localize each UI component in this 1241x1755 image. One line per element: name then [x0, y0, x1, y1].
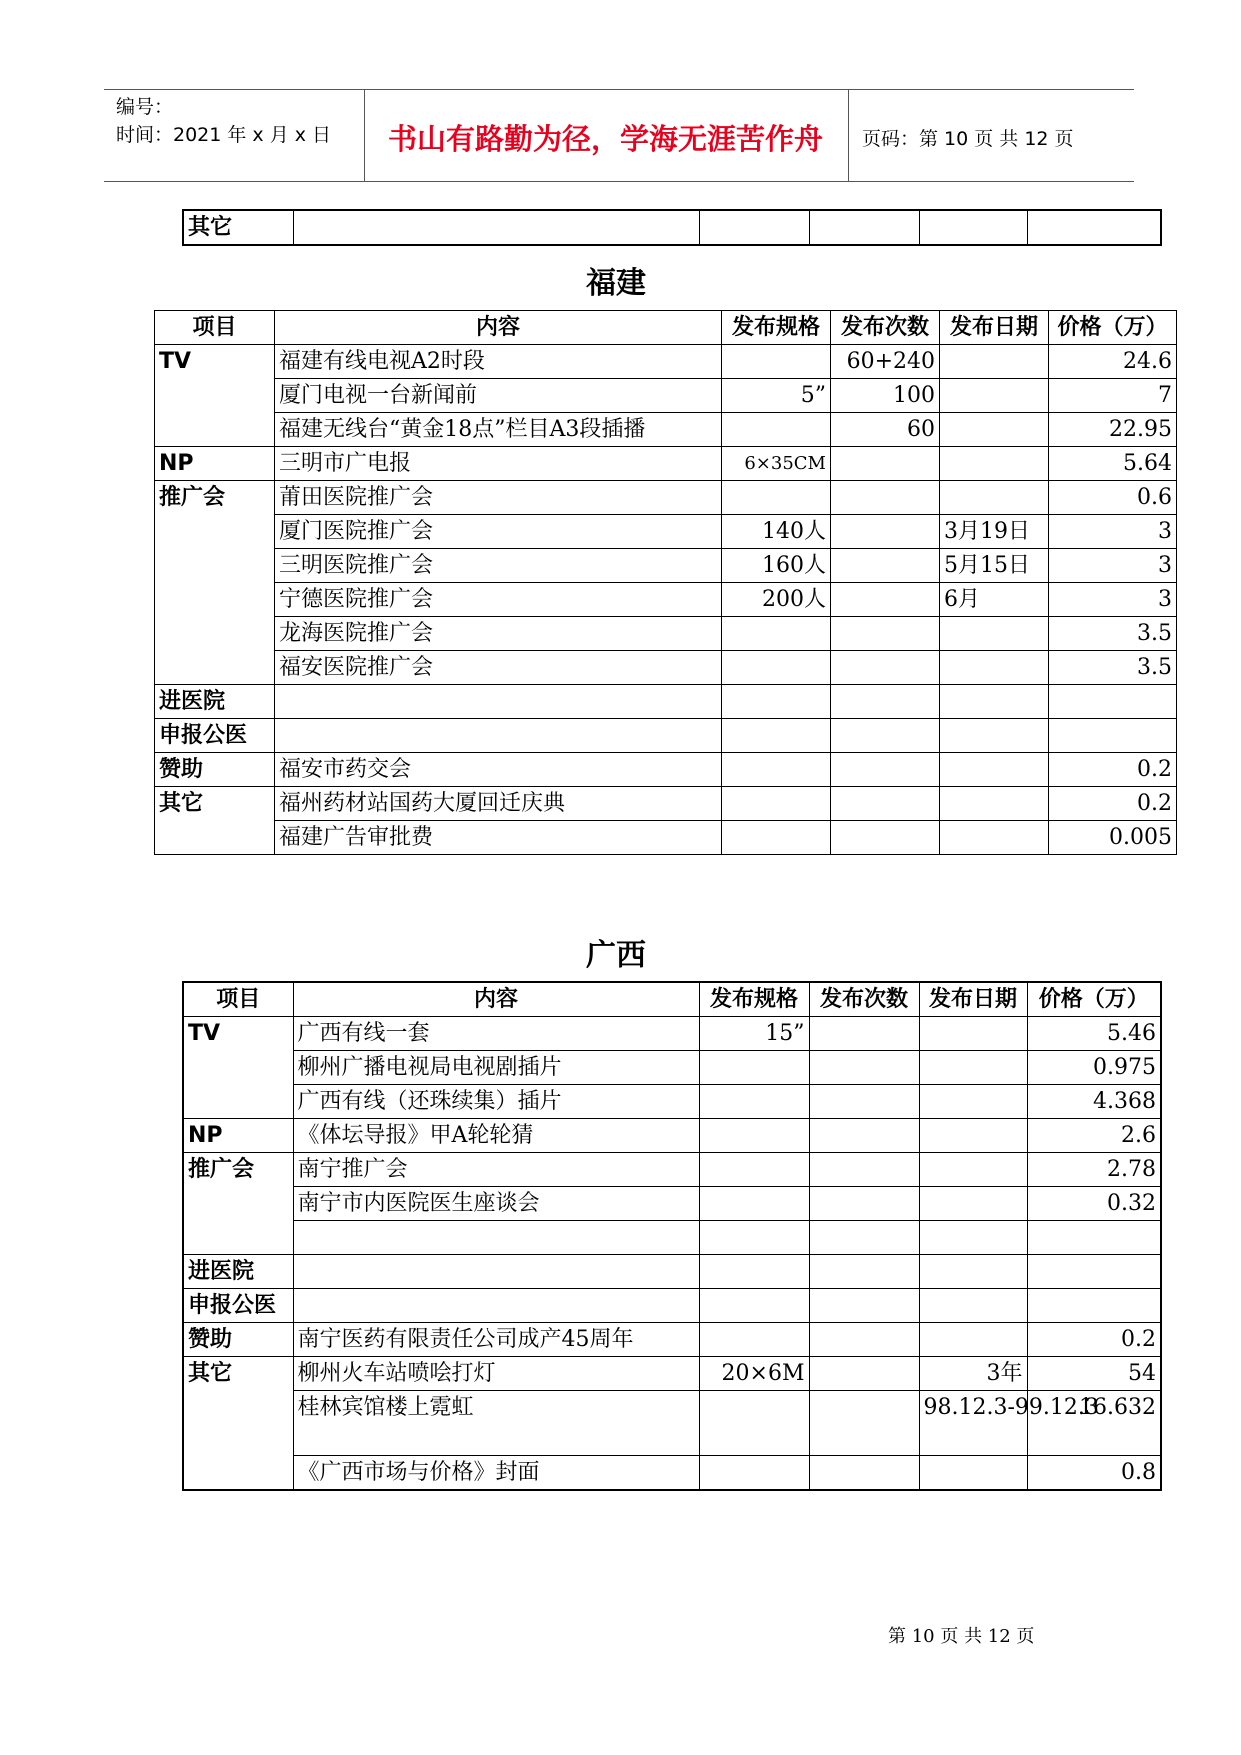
price-cell: 2.6: [1027, 1119, 1161, 1153]
category-cell: TV: [155, 345, 275, 447]
header-divider-right: [848, 89, 849, 181]
date-cell: [919, 1456, 1027, 1491]
spec-cell: [699, 1456, 809, 1491]
category-cell: 进医院: [155, 685, 275, 719]
date-cell: [940, 821, 1049, 855]
fujian-title: 福建: [586, 266, 646, 301]
times-cell: [831, 651, 940, 685]
header-date: 发布日期: [919, 982, 1027, 1017]
times-cell: [831, 787, 940, 821]
table-row: [183, 1255, 1161, 1289]
date-cell: [940, 447, 1049, 481]
header-bottom-rule: [104, 181, 1134, 182]
document-date: 时间：2021 年 x 月 x 日: [116, 124, 332, 146]
content-cell: [293, 1255, 699, 1289]
content-cell: 福建无线台“黄金18点”栏目A3段插播: [275, 413, 722, 447]
date-cell: 98.12.3-99.12.3: [919, 1391, 1027, 1456]
spec-cell: 15”: [699, 1017, 809, 1051]
content-cell: [293, 1289, 699, 1323]
price-cell: 0.975: [1027, 1051, 1161, 1085]
header-motto: 书山有路勤为径，学海无涯苦作舟: [388, 122, 824, 156]
price-cell: 4.368: [1027, 1085, 1161, 1119]
date-cell: 6月: [940, 583, 1049, 617]
content-cell: 莆田医院推广会: [275, 481, 722, 515]
times-cell: 100: [831, 379, 940, 413]
times-cell: 60+240: [831, 345, 940, 379]
spec-cell: 140人: [722, 515, 831, 549]
table-row: [155, 345, 1177, 379]
table-row: [155, 447, 1177, 481]
header-date: 发布日期: [940, 311, 1049, 345]
category-cell: 其它: [183, 210, 293, 245]
times-cell: [831, 821, 940, 855]
document-number-label: 编号：: [116, 96, 174, 118]
spec-cell: [699, 1221, 809, 1255]
content-cell: 《广西市场与价格》封面: [293, 1456, 699, 1491]
date-cell: [919, 1289, 1027, 1323]
date-cell: [940, 413, 1049, 447]
header-content: 内容: [293, 982, 699, 1017]
previous-section-table: [182, 209, 1162, 246]
table-row: [155, 719, 1177, 753]
price-cell: 3: [1049, 515, 1177, 549]
date-cell: [940, 379, 1049, 413]
spec-cell: [699, 1085, 809, 1119]
table-row: [183, 1153, 1161, 1187]
spec-cell: 160人: [722, 549, 831, 583]
date-cell: [940, 685, 1049, 719]
table-row: [155, 515, 1177, 549]
price-cell: 7: [1049, 379, 1177, 413]
content-cell: [293, 1221, 699, 1255]
spec-cell: [722, 617, 831, 651]
spec-cell: [722, 719, 831, 753]
times-cell: [809, 1323, 919, 1357]
spec-cell: 20×6M: [699, 1357, 809, 1391]
spec-cell: [722, 685, 831, 719]
spec-cell: [699, 1119, 809, 1153]
times-cell: [809, 1119, 919, 1153]
price-cell: 5.64: [1049, 447, 1177, 481]
price-cell: [1049, 685, 1177, 719]
table-header-row: [183, 982, 1161, 1017]
price-cell: 16.632: [1027, 1391, 1161, 1456]
category-cell: 其它: [183, 1357, 293, 1491]
price-cell: [1027, 1221, 1161, 1255]
times-cell: [809, 1456, 919, 1491]
times-cell: 60: [831, 413, 940, 447]
content-cell: 宁德医院推广会: [275, 583, 722, 617]
header-times: 发布次数: [831, 311, 940, 345]
date-cell: [940, 753, 1049, 787]
content-cell: 三明医院推广会: [275, 549, 722, 583]
times-cell: [809, 1187, 919, 1221]
spec-cell: [722, 753, 831, 787]
table-row: [183, 210, 1161, 245]
date-cell: [919, 1187, 1027, 1221]
header-page-info: 页码：第 10 页 共 12 页: [862, 128, 1074, 150]
price-cell: 54: [1027, 1357, 1161, 1391]
date-cell: [919, 1153, 1027, 1187]
date-cell: [940, 481, 1049, 515]
page-footer: 第 10 页 共 12 页: [888, 1626, 1035, 1647]
table-row: [183, 1391, 1161, 1456]
header-price: 价格（万）: [1027, 982, 1161, 1017]
spec-cell: [699, 1289, 809, 1323]
table-row: [155, 379, 1177, 413]
times-cell: [809, 1017, 919, 1051]
spec-cell: [699, 1187, 809, 1221]
content-cell: 福建有线电视A2时段: [275, 345, 722, 379]
header-divider-left: [364, 89, 365, 181]
date-cell: [940, 617, 1049, 651]
category-cell: 进医院: [183, 1255, 293, 1289]
table-row: [155, 413, 1177, 447]
header-price: 价格（万）: [1049, 311, 1177, 345]
fujian-table: [154, 310, 1177, 855]
price-cell: 3: [1049, 583, 1177, 617]
price-cell: 0.2: [1027, 1323, 1161, 1357]
header-spec: 发布规格: [699, 982, 809, 1017]
spec-cell: [722, 345, 831, 379]
times-cell: [809, 1051, 919, 1085]
table-row: [155, 753, 1177, 787]
date-cell: [919, 1051, 1027, 1085]
times-cell: [831, 753, 940, 787]
times-cell: [809, 1255, 919, 1289]
table-row: [155, 617, 1177, 651]
content-cell: 南宁市内医院医生座谈会: [293, 1187, 699, 1221]
spec-cell: [699, 1323, 809, 1357]
date-cell: 5月15日: [940, 549, 1049, 583]
price-cell: 0.6: [1049, 481, 1177, 515]
category-cell: 申报公医: [155, 719, 275, 753]
header-spec: 发布规格: [722, 311, 831, 345]
content-cell: 龙海医院推广会: [275, 617, 722, 651]
spec-cell: [722, 651, 831, 685]
price-cell: 0.32: [1027, 1187, 1161, 1221]
date-cell: 3月19日: [940, 515, 1049, 549]
content-cell: 福安市药交会: [275, 753, 722, 787]
content-cell: 厦门医院推广会: [275, 515, 722, 549]
times-cell: [831, 515, 940, 549]
times-cell: [831, 583, 940, 617]
content-cell: 桂林宾馆楼上霓虹: [293, 1391, 699, 1456]
content-cell: 《体坛导报》甲A轮轮猜: [293, 1119, 699, 1153]
date-cell: [940, 651, 1049, 685]
content-cell: 柳州火车站喷哙打灯: [293, 1357, 699, 1391]
price-cell: 24.6: [1049, 345, 1177, 379]
table-row: [183, 1357, 1161, 1391]
content-cell: 三明市广电报: [275, 447, 722, 481]
times-cell: [809, 1289, 919, 1323]
table-row: [155, 787, 1177, 821]
spec-cell: [722, 481, 831, 515]
content-cell: 南宁推广会: [293, 1153, 699, 1187]
table-row: [183, 1085, 1161, 1119]
times-cell: [809, 1221, 919, 1255]
times-cell: [831, 617, 940, 651]
header-times: 发布次数: [809, 982, 919, 1017]
times-cell: [831, 481, 940, 515]
table-row: [183, 1017, 1161, 1051]
times-cell: [831, 447, 940, 481]
price-cell: [1049, 719, 1177, 753]
date-cell: [919, 1119, 1027, 1153]
price-cell: 3: [1049, 549, 1177, 583]
price-cell: [1027, 1255, 1161, 1289]
category-cell: 推广会: [183, 1153, 293, 1255]
spec-cell: [699, 1051, 809, 1085]
header-category: 项目: [183, 982, 293, 1017]
date-cell: [940, 719, 1049, 753]
date-cell: [919, 1221, 1027, 1255]
times-cell: [809, 1391, 919, 1456]
table-header-row: [155, 311, 1177, 345]
date-cell: [919, 1255, 1027, 1289]
price-cell: 3.5: [1049, 651, 1177, 685]
category-cell: NP: [183, 1119, 293, 1153]
header-content: 内容: [275, 311, 722, 345]
times-cell: [809, 1357, 919, 1391]
price-cell: 5.46: [1027, 1017, 1161, 1051]
category-cell: TV: [183, 1017, 293, 1119]
date-cell: [940, 787, 1049, 821]
spec-cell: [722, 413, 831, 447]
guangxi-table: [182, 981, 1162, 1491]
price-cell: 0.8: [1027, 1456, 1161, 1491]
table-row: [183, 1323, 1161, 1357]
content-cell: [275, 719, 722, 753]
content-cell: 广西有线（还珠续集）插片: [293, 1085, 699, 1119]
spec-cell: [699, 1153, 809, 1187]
content-cell: 厦门电视一台新闻前: [275, 379, 722, 413]
content-cell: 福安医院推广会: [275, 651, 722, 685]
spec-cell: [699, 1391, 809, 1456]
category-cell: 推广会: [155, 481, 275, 685]
date-cell: [940, 345, 1049, 379]
table-row: [183, 1051, 1161, 1085]
times-cell: [831, 549, 940, 583]
category-cell: 申报公医: [183, 1289, 293, 1323]
table-row: [155, 583, 1177, 617]
content-cell: 柳州广播电视局电视剧插片: [293, 1051, 699, 1085]
price-cell: 3.5: [1049, 617, 1177, 651]
times-cell: [831, 685, 940, 719]
price-cell: [1027, 1289, 1161, 1323]
category-cell: 其它: [155, 787, 275, 855]
date-cell: [919, 1323, 1027, 1357]
content-cell: 广西有线一套: [293, 1017, 699, 1051]
table-row: [183, 1289, 1161, 1323]
price-cell: 0.005: [1049, 821, 1177, 855]
guangxi-title: 广西: [586, 938, 646, 973]
content-cell: [275, 685, 722, 719]
category-cell: 赞助: [183, 1323, 293, 1357]
table-row: [155, 685, 1177, 719]
table-row: [183, 1187, 1161, 1221]
date-cell: [919, 1085, 1027, 1119]
table-row: [155, 549, 1177, 583]
price-cell: 2.78: [1027, 1153, 1161, 1187]
category-cell: NP: [155, 447, 275, 481]
spec-cell: [722, 821, 831, 855]
table-row: [183, 1119, 1161, 1153]
price-cell: 0.2: [1049, 787, 1177, 821]
content-cell: 南宁医药有限责任公司成产45周年: [293, 1323, 699, 1357]
table-row: [155, 821, 1177, 855]
times-cell: [831, 719, 940, 753]
price-cell: 22.95: [1049, 413, 1177, 447]
content-cell: 福州药材站国药大厦回迁庆典: [275, 787, 722, 821]
header-category: 项目: [155, 311, 275, 345]
date-cell: 3年: [919, 1357, 1027, 1391]
times-cell: [809, 1085, 919, 1119]
table-row: [155, 481, 1177, 515]
spec-cell: 200人: [722, 583, 831, 617]
table-row: [183, 1456, 1161, 1491]
category-cell: 赞助: [155, 753, 275, 787]
times-cell: [809, 1153, 919, 1187]
spec-cell: [699, 1255, 809, 1289]
table-row: [183, 1221, 1161, 1255]
spec-cell: 6×35CM: [722, 447, 831, 481]
content-cell: 福建广告审批费: [275, 821, 722, 855]
spec-cell: 5”: [722, 379, 831, 413]
date-cell: [919, 1017, 1027, 1051]
price-cell: 0.2: [1049, 753, 1177, 787]
table-row: [155, 651, 1177, 685]
header-top-rule: [104, 89, 1134, 90]
spec-cell: [722, 787, 831, 821]
